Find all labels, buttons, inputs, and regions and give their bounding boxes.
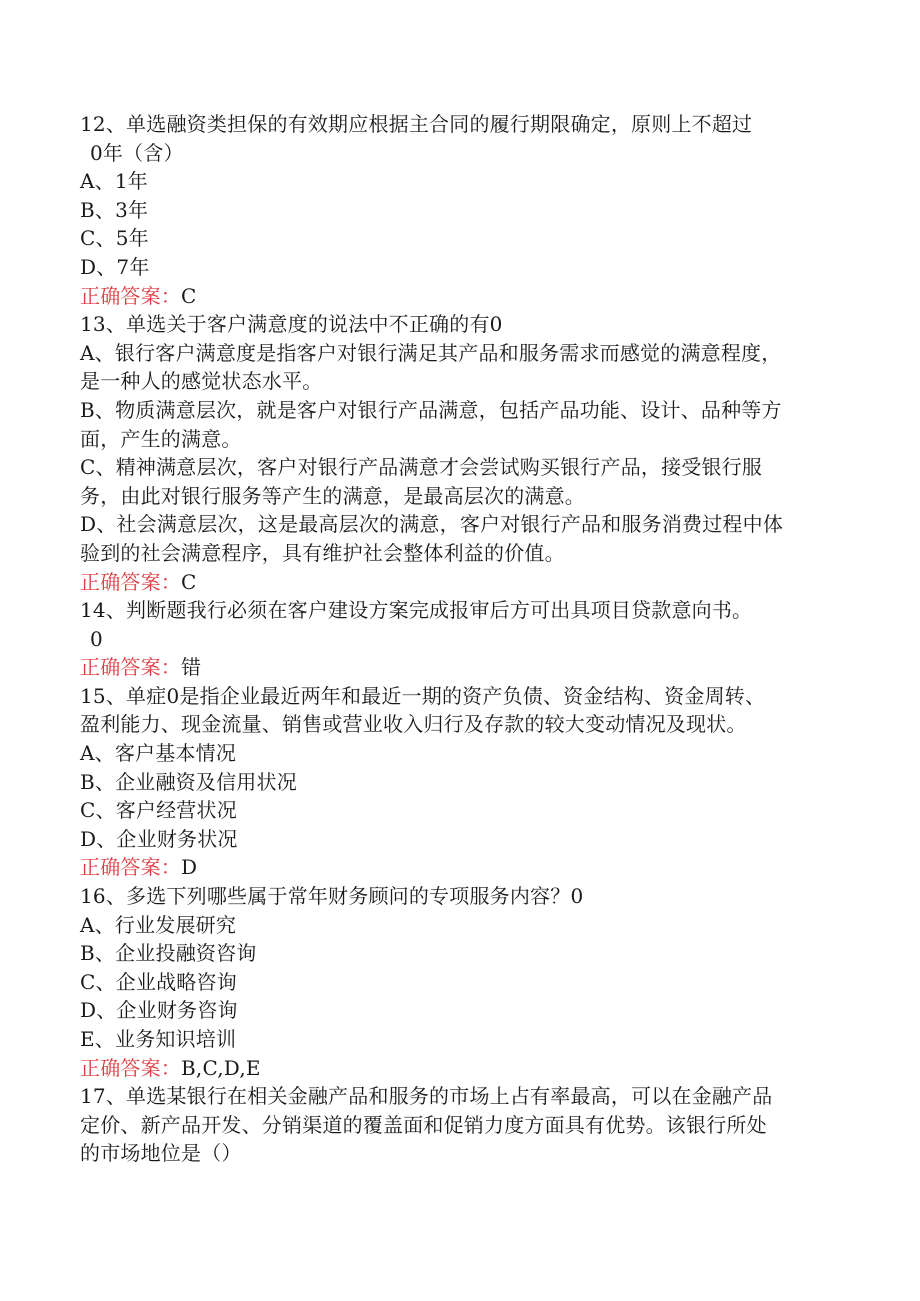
question-14 bbox=[80, 596, 840, 682]
option: 面，产生的满意。 bbox=[80, 426, 242, 451]
answer-value: 错 bbox=[181, 655, 202, 680]
answer-value: D bbox=[181, 855, 198, 880]
option: D、企业财务咨询 bbox=[80, 998, 238, 1023]
question-text: 盈利能力、现金流量、销售或营业收入归行及存款的较大变动情况及现状。 bbox=[80, 712, 747, 737]
option: 验到的社会满意程序，具有维护社会整体利益的价值。 bbox=[80, 540, 565, 565]
question-text: 0年（含） bbox=[90, 140, 184, 165]
answer-value: C bbox=[181, 569, 197, 594]
question-text: 的市场地位是（） bbox=[80, 1141, 242, 1166]
answer-line bbox=[80, 568, 840, 597]
option: B、3年 bbox=[80, 197, 149, 222]
question-text: 16、多选下列哪些属于常年财务顾问的专项服务内容？0 bbox=[80, 884, 584, 909]
option: C、客户经营状况 bbox=[80, 798, 237, 823]
question-text: 13、单选关于客户满意度的说法中不正确的有0 bbox=[80, 312, 503, 337]
option: A、行业发展研究 bbox=[80, 912, 237, 937]
answer-label: 正确答案： bbox=[80, 855, 181, 880]
option: B、物质满意层次，就是客户对银行产品满意，包括产品功能、设计、品种等方 bbox=[80, 397, 782, 422]
option: C、企业战略咨询 bbox=[80, 969, 237, 994]
option: A、1年 bbox=[80, 169, 148, 194]
answer-label: 正确答案： bbox=[80, 655, 181, 680]
answer-value: C bbox=[181, 283, 197, 308]
option: A、银行客户满意度是指客户对银行满足其产品和服务需求而感觉的满意程度， bbox=[80, 340, 782, 365]
answer-line bbox=[80, 653, 840, 682]
question-text: 17、单选某银行在相关金融产品和服务的市场上占有率最高，可以在金融产品 bbox=[80, 1084, 773, 1109]
option: D、7年 bbox=[80, 254, 150, 279]
option: C、精神满意层次，客户对银行产品满意才会尝试购买银行产品，接受银行服 bbox=[80, 455, 763, 480]
question-13 bbox=[80, 310, 840, 596]
option: C、5年 bbox=[80, 226, 149, 251]
question-17 bbox=[80, 1082, 840, 1168]
question-text: 14、判断题我行必须在客户建设方案完成报审后方可出具项目贷款意向书。 bbox=[80, 598, 753, 623]
option: D、企业财务状况 bbox=[80, 826, 238, 851]
option: B、企业投融资咨询 bbox=[80, 941, 257, 966]
document-page bbox=[80, 110, 840, 1168]
answer-line bbox=[80, 282, 840, 311]
answer-label: 正确答案： bbox=[80, 1055, 181, 1080]
option: A、客户基本情况 bbox=[80, 741, 237, 766]
question-text: 15、单症0是指企业最近两年和最近一期的资产负债、资金结构、资金周转、 bbox=[80, 683, 766, 708]
answer-label: 正确答案： bbox=[80, 283, 181, 308]
question-text: 0 bbox=[90, 626, 103, 651]
option: D、社会满意层次，这是最高层次的满意，客户对银行产品和服务消费过程中体 bbox=[80, 512, 784, 537]
question-text: 定价、新产品开发、分销渠道的覆盖面和促销力度方面具有优势。该银行所处 bbox=[80, 1112, 767, 1137]
answer-value: B,C,D,E bbox=[181, 1055, 261, 1080]
question-text: 12、单选融资类担保的有效期应根据主合同的履行期限确定，原则上不超过 bbox=[80, 112, 753, 136]
answer-label: 正确答案： bbox=[80, 569, 181, 594]
question-12 bbox=[80, 110, 840, 310]
question-15 bbox=[80, 682, 840, 882]
answer-line bbox=[80, 853, 840, 882]
option: B、企业融资及信用状况 bbox=[80, 769, 297, 794]
question-16 bbox=[80, 882, 840, 1082]
option: 务，由此对银行服务等产生的满意，是最高层次的满意。 bbox=[80, 483, 585, 508]
option: 是一种人的感觉状态水平。 bbox=[80, 369, 323, 394]
answer-line bbox=[80, 1054, 840, 1083]
option: E、业务知识培训 bbox=[80, 1027, 237, 1051]
